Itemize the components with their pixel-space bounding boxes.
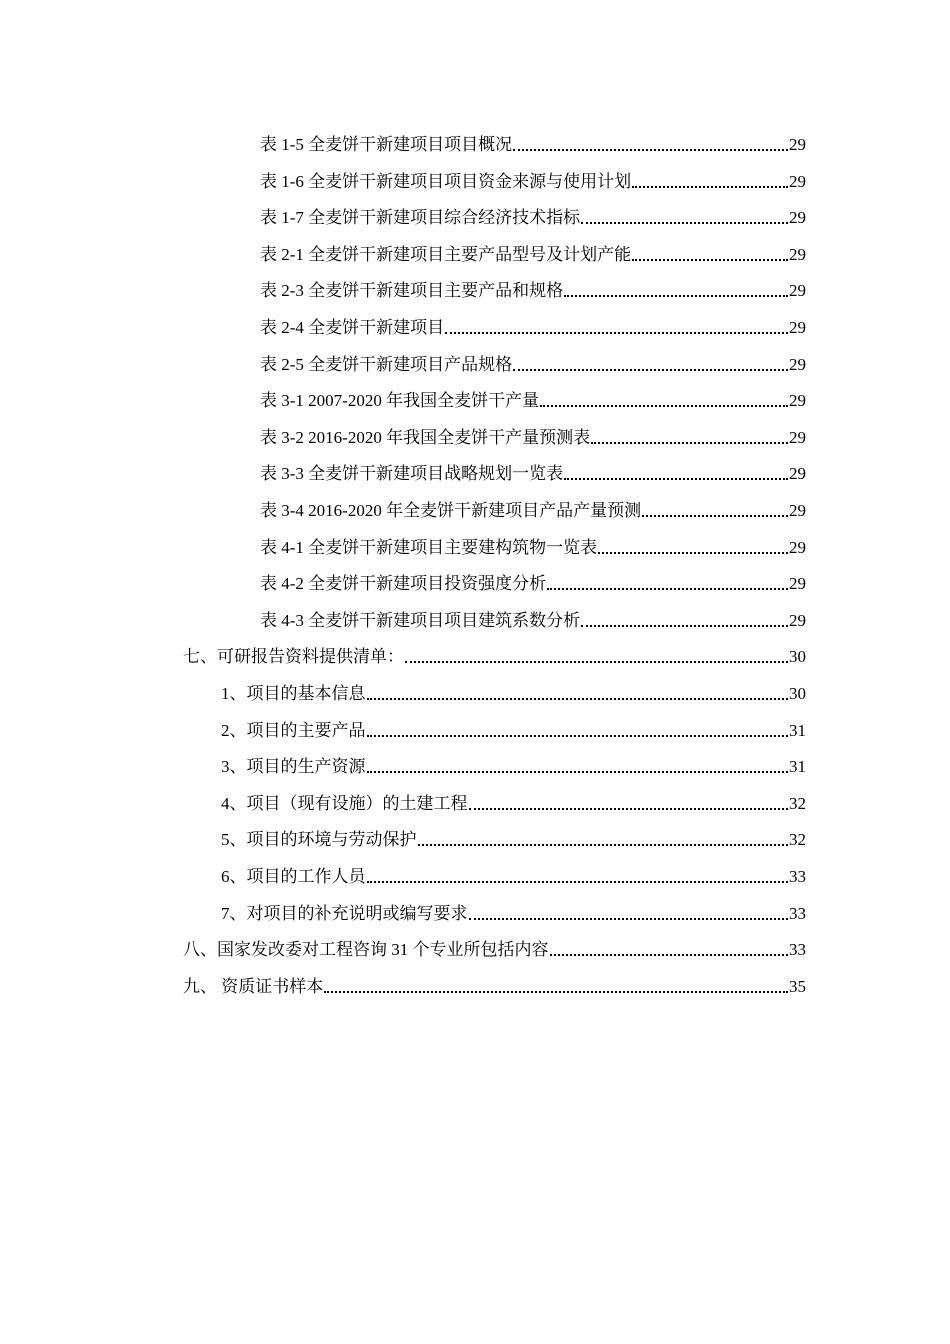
toc-dot-leader: [642, 515, 788, 517]
toc-entry-title: 5、项目的环境与劳动保护: [221, 830, 417, 850]
toc-dot-leader: [445, 332, 788, 334]
toc-dot-leader: [547, 588, 788, 590]
toc-entry[interactable]: [221, 852, 806, 888]
toc-dot-leader: [513, 149, 788, 151]
toc-entry[interactable]: [183, 632, 806, 668]
toc-entry[interactable]: [221, 742, 806, 778]
toc-entry[interactable]: [260, 596, 806, 632]
toc-page-number: 29: [789, 208, 806, 228]
toc-dot-leader: [367, 771, 789, 773]
toc-page-number: 29: [789, 281, 806, 301]
toc-page-number: 31: [789, 720, 806, 740]
toc-page-number: 29: [789, 171, 806, 191]
toc-page-number: 30: [789, 684, 806, 703]
toc-entry-title: 表 4-1 全麦饼干新建项目主要建构筑物一览表: [260, 537, 598, 557]
toc-dot-leader: [581, 625, 788, 627]
toc-dot-leader: [550, 954, 789, 956]
toc-entry[interactable]: [221, 669, 806, 705]
toc-entry-title: 表 1-7 全麦饼干新建项目综合经济技术指标: [260, 208, 581, 228]
toc-entry[interactable]: [221, 706, 806, 742]
toc-page-number: 29: [789, 464, 806, 484]
toc-entry-title: 七、可研报告资料提供清单：: [183, 647, 404, 667]
toc-dot-leader: [418, 844, 789, 846]
toc-entry[interactable]: [260, 303, 806, 339]
toc-page-number: 35: [789, 976, 806, 996]
toc-page-number: 29: [789, 610, 806, 630]
toc-entry-title: 4、项目（现有设施）的土建工程: [221, 793, 468, 813]
toc-entry[interactable]: [260, 120, 806, 156]
toc-page-number: 29: [789, 427, 806, 447]
toc-entry-title: 6、项目的工作人员: [221, 867, 366, 886]
toc-dot-leader: [598, 552, 788, 554]
toc-dot-leader: [469, 808, 789, 810]
toc-entry[interactable]: [221, 815, 806, 851]
toc-page-number: 29: [789, 244, 806, 264]
toc-entry-title: 表 2-4 全麦饼干新建项目: [260, 318, 445, 337]
toc-page-number: 29: [789, 537, 806, 557]
toc-entry-title: 表 1-5 全麦饼干新建项目项目概况: [260, 135, 513, 154]
toc-entry-title: 2、项目的主要产品: [221, 720, 366, 740]
toc-entry-title: 1、项目的基本信息: [221, 684, 366, 703]
toc-entry-title: 表 4-2 全麦饼干新建项目投资强度分析: [260, 574, 547, 594]
toc-entry[interactable]: [260, 523, 806, 559]
toc-entry-title: 表 1-6 全麦饼干新建项目项目资金来源与使用计划: [260, 171, 632, 191]
toc-entry[interactable]: [221, 779, 806, 815]
toc-dot-leader: [367, 881, 789, 883]
toc-entry-title: 九、 资质证书样本: [183, 976, 324, 996]
toc-entry[interactable]: [260, 486, 806, 522]
toc-dot-leader: [469, 918, 789, 920]
toc-page-number: 29: [789, 574, 806, 594]
toc-entry-title: 八、国家发改委对工程咨询 31 个专业所包括内容: [183, 940, 549, 960]
toc-page-number: 33: [789, 940, 806, 960]
toc-dot-leader: [581, 222, 788, 224]
toc-page-number: 33: [789, 903, 806, 923]
toc-entry[interactable]: [260, 230, 806, 266]
toc-dot-leader: [591, 442, 788, 444]
toc-dot-leader: [324, 991, 788, 993]
toc-dot-leader: [564, 295, 788, 297]
toc-page-number: 32: [789, 830, 806, 850]
toc-page-number: 29: [789, 354, 806, 374]
toc-entry-title: 表 3-1 2007-2020 年我国全麦饼干产量: [260, 391, 540, 411]
toc-page-number: 29: [789, 135, 806, 154]
toc-entry[interactable]: [260, 193, 806, 229]
toc-dot-leader: [405, 661, 788, 663]
toc-entry[interactable]: [183, 962, 806, 998]
toc-entry-title: 3、项目的生产资源: [221, 757, 366, 777]
toc-entry[interactable]: [260, 157, 806, 193]
toc-page-number: 29: [789, 318, 806, 337]
toc-dot-leader: [540, 405, 788, 407]
toc-entry[interactable]: [260, 413, 806, 449]
toc-dot-leader: [564, 478, 788, 480]
toc-page-number: 31: [789, 757, 806, 777]
toc-dot-leader: [367, 698, 789, 700]
toc-entry-title: 表 2-1 全麦饼干新建项目主要产品型号及计划产能: [260, 244, 632, 264]
toc-page-number: 29: [789, 501, 806, 520]
toc-page-number: 30: [789, 647, 806, 667]
toc-entry-title: 表 2-3 全麦饼干新建项目主要产品和规格: [260, 281, 564, 301]
toc-dot-leader: [632, 186, 788, 188]
toc-dot-leader: [513, 369, 788, 371]
toc-entry-title: 表 3-3 全麦饼干新建项目战略规划一览表: [260, 464, 564, 484]
toc-entry-title: 表 2-5 全麦饼干新建项目产品规格: [260, 354, 513, 374]
toc-entry[interactable]: [260, 376, 806, 412]
toc-entry[interactable]: [221, 889, 806, 925]
toc-page-number: 32: [789, 793, 806, 813]
toc-entry[interactable]: [260, 266, 806, 302]
toc-page-number: 29: [789, 391, 806, 411]
toc-entry[interactable]: [260, 340, 806, 376]
toc-entry-title: 表 4-3 全麦饼干新建项目项目建筑系数分析: [260, 610, 581, 630]
toc-entry[interactable]: [183, 925, 806, 961]
toc-entry-title: 表 3-4 2016-2020 年全麦饼干新建项目产品产量预测: [260, 501, 642, 520]
toc-entry-title: 表 3-2 2016-2020 年我国全麦饼干产量预测表: [260, 427, 591, 447]
toc-dot-leader: [632, 259, 788, 261]
toc-entry[interactable]: [260, 449, 806, 485]
toc-entry-title: 7、对项目的补充说明或编写要求: [221, 903, 468, 923]
toc-entry[interactable]: [260, 559, 806, 595]
toc-page-number: 33: [789, 867, 806, 886]
toc-dot-leader: [367, 735, 789, 737]
